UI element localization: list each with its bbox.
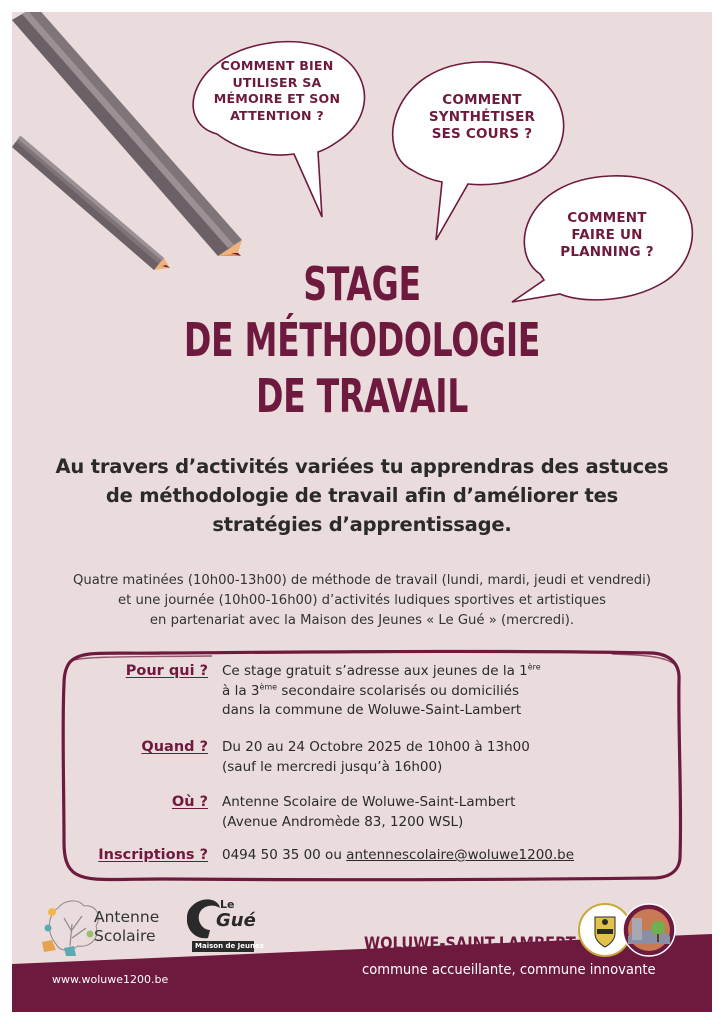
when-label: Quand ? xyxy=(141,739,208,755)
where-text-1: Antenne Scolaire de Woluwe-Saint-Lambert xyxy=(222,794,516,810)
poster xyxy=(12,12,712,1012)
description-line-2: et une journée (10h00-16h00) d’activités ludiques sportives et artistiques xyxy=(118,593,606,608)
who-text-2: à la 3 xyxy=(222,682,260,699)
bubble-synthesize-text: COMMENT SYNTHÉTISER SES COURS ? xyxy=(428,92,536,142)
antenne-logo-text-2: Scolaire xyxy=(94,927,156,945)
who-value xyxy=(222,662,652,721)
where-text-2: (Avenue Andromède 83, 1200 WSL) xyxy=(222,813,464,830)
title-line-3: DE TRAVAIL xyxy=(256,369,468,423)
who-text-1: Ce stage gratuit s’adresse aux jeunes de la 1 xyxy=(222,663,528,679)
le-gue-le: Le xyxy=(220,898,235,911)
antenne-scolaire-logo xyxy=(42,901,98,956)
when-text-1: Du 20 au 24 Octobre 2025 de 10h00 à 13h00 xyxy=(222,739,530,755)
who-sup-1: ère xyxy=(527,662,541,672)
who-label: Pour qui ? xyxy=(125,663,208,679)
le-gue-name: Gué xyxy=(216,910,256,931)
bubble-planning-text: COMMENT FAIRE UN PLANNING ? xyxy=(560,210,654,260)
description-line-3: en partenariat avec la Maison des Jeunes « Le Gué » (mercredi). xyxy=(149,613,575,628)
when-text-2: (sauf le mercredi jusqu’à 16h00) xyxy=(222,758,443,775)
le-gue-subtitle: Maison de Jeunes xyxy=(195,942,264,950)
bubble-memory-text: COMMENT BIEN UTILISER SA MÉMOIRE ET SON ATTENTION ? xyxy=(213,58,341,123)
who-sup-2: ème xyxy=(259,682,278,691)
lead-paragraph: Au travers d’activités variées tu apprendras des astuces de méthodologie de travail afin d’améliorer tes stratégies d’apprentissage. xyxy=(55,455,669,536)
signup-phone: 0494 50 35 00 ou xyxy=(222,847,347,863)
signup-label: Inscriptions ? xyxy=(98,847,208,863)
where-value xyxy=(222,793,652,832)
commune-name: WOLUWE-SAINT-LAMBERT xyxy=(364,934,576,954)
commune-slogan: commune accueillante, commune innovante xyxy=(362,962,656,978)
title-line-2: DE MÉTHODOLOGIE xyxy=(183,313,541,367)
when-value xyxy=(222,738,652,777)
title-line-1: STAGE xyxy=(303,257,421,311)
who-text-3: secondaire scolarisés ou domiciliés xyxy=(277,682,519,699)
signup-email-link[interactable]: antennescolaire@woluwe1200.be xyxy=(346,847,575,863)
signup-value xyxy=(222,846,652,866)
info-box xyxy=(66,652,666,880)
where-label: Où ? xyxy=(171,794,208,810)
pencil-top xyxy=(12,12,242,256)
who-text-4: dans la commune de Woluwe-Saint-Lambert xyxy=(222,702,522,718)
website-url[interactable]: www.woluwe1200.be xyxy=(52,973,169,986)
antenne-logo-text-1: Antenne xyxy=(94,908,160,926)
description-line-1: Quatre matinées (10h00-13h00) de méthode de travail (lundi, mardi, jeudi et vendredi) xyxy=(73,573,651,588)
